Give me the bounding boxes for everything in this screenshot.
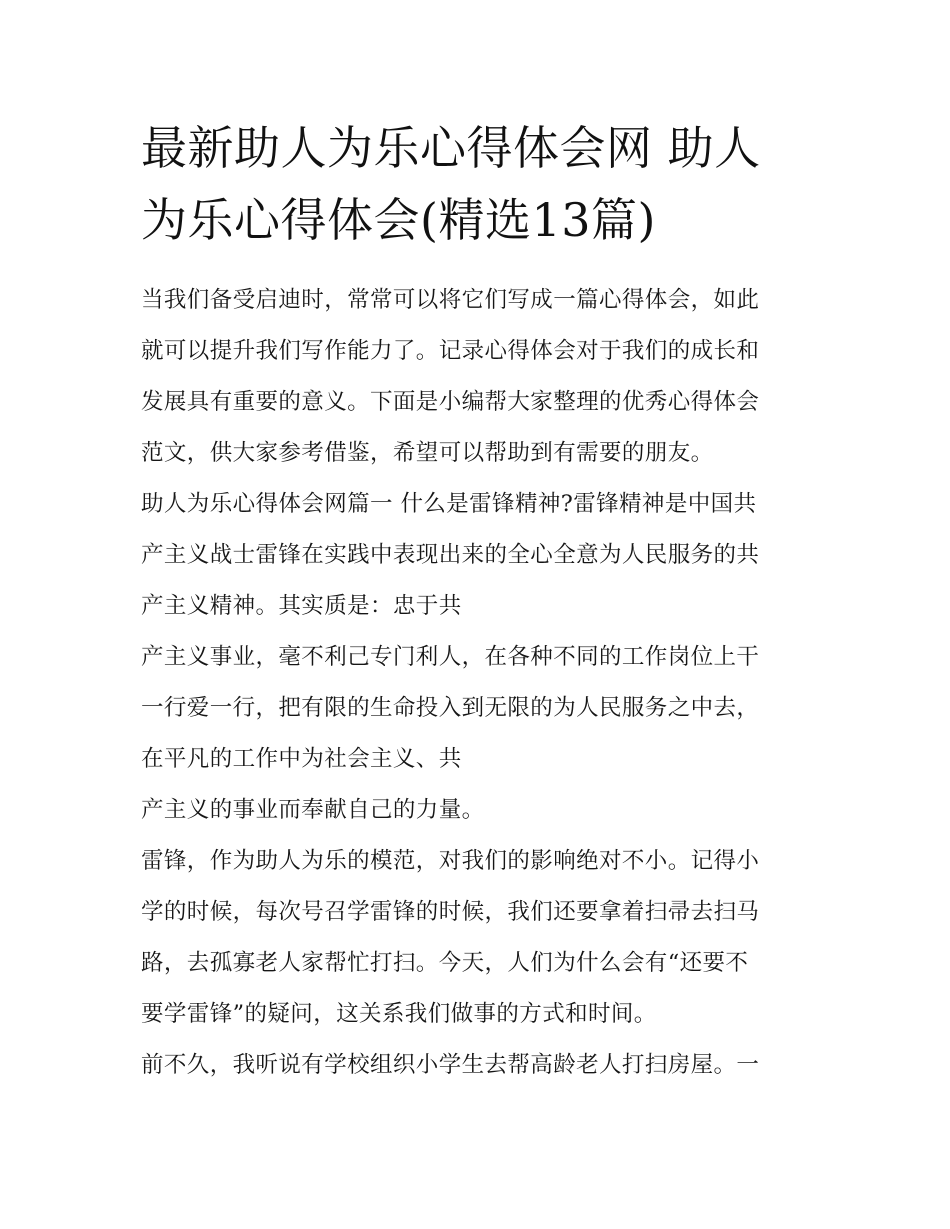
- body-line: 学的时候，每次号召学雷锋的时候，我们还要拿着扫帚去扫马: [141, 899, 760, 925]
- body-line: 在平凡的工作中为社会主义、共: [141, 746, 462, 772]
- title-line: 最新助人为乐心得体会网 助人: [141, 121, 761, 175]
- document-body: [141, 275, 821, 1091]
- body-line: 要学雷锋”的疑问，这关系我们做事的方式和时间。: [141, 1001, 657, 1027]
- body-line: 产主义事业，毫不利己专门利人，在各种不同的工作岗位上干: [141, 644, 760, 670]
- body-line: 就可以提升我们写作能力了。记录心得体会对于我们的成长和: [141, 338, 760, 364]
- body-line: 路，去孤寡老人家帮忙打扫。今天，人们为什么会有“还要不: [141, 950, 749, 976]
- body-line: 产主义精神。其实质是：忠于共: [141, 593, 462, 619]
- body-line: 当我们备受启迪时，常常可以将它们写成一篇心得体会，如此: [141, 287, 760, 313]
- body-line: 产主义的事业而奉献自己的力量。: [141, 797, 485, 823]
- body-line: 范文，供大家参考借鉴，希望可以帮助到有需要的朋友。: [141, 440, 714, 466]
- body-line: 助人为乐心得体会网篇一 什么是雷锋精神?雷锋精神是中国共: [141, 491, 757, 517]
- document-title: [141, 112, 821, 256]
- body-line: 一行爱一行，把有限的生命投入到无限的为人民服务之中去，: [141, 695, 760, 721]
- body-line: 产主义战士雷锋在实践中表现出来的全心全意为人民服务的共: [141, 542, 760, 568]
- title-line: 为乐心得体会(精选13篇): [141, 193, 656, 247]
- body-line: 前不久，我听说有学校组织小学生去帮高龄老人打扫房屋。一: [141, 1052, 760, 1078]
- body-line: 雷锋，作为助人为乐的模范，对我们的影响绝对不小。记得小: [141, 848, 760, 874]
- body-line: 发展具有重要的意义。下面是小编帮大家整理的优秀心得体会: [141, 389, 760, 415]
